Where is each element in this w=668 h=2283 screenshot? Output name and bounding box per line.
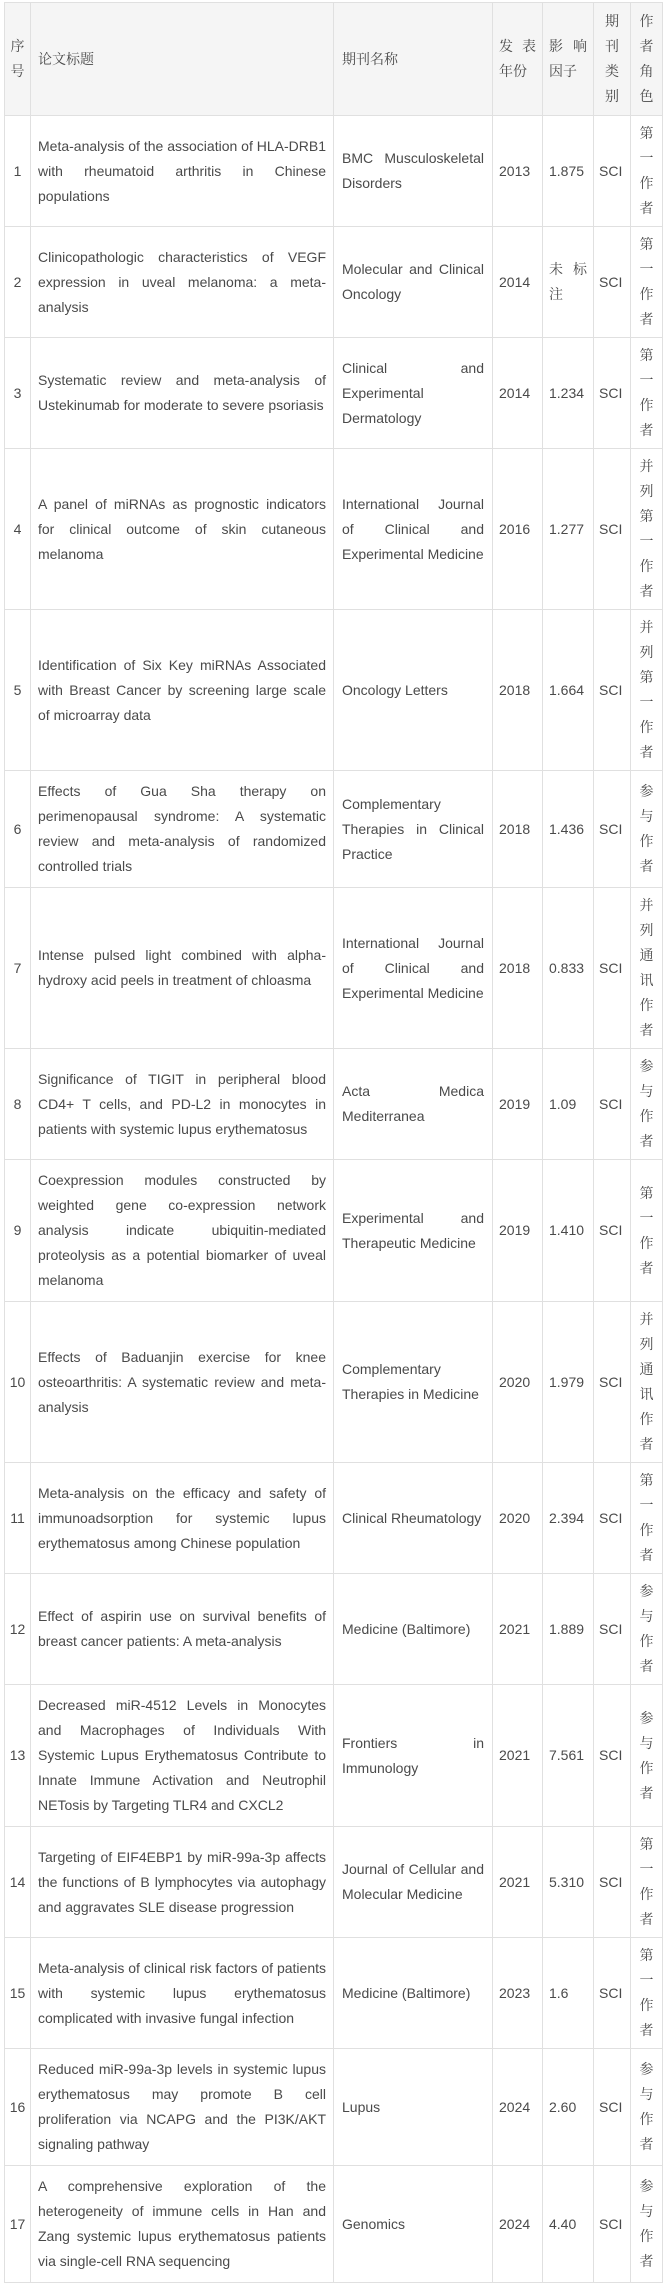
column-header-title: 论文标题: [31, 3, 334, 116]
cell-category: SCI: [594, 1160, 631, 1302]
cell-year: 2024: [493, 2049, 543, 2166]
cell-category: SCI: [594, 1302, 631, 1463]
header-row: [5, 3, 663, 116]
cell-author-role: 第一作者: [631, 1160, 663, 1302]
table-row: [5, 116, 663, 227]
cell-paper-title: Meta-analysis on the efficacy and safety of immunoadsorption for systemic lupus erythematosus among Chinese population: [31, 1463, 334, 1574]
cell-index: 6: [5, 771, 31, 888]
cell-author-role: 并列第一作者: [631, 449, 663, 610]
cell-journal-name: BMC Musculoskeletal Disorders: [334, 116, 493, 227]
cell-category: SCI: [594, 338, 631, 449]
cell-paper-title: Decreased miR-4512 Levels in Monocytes and Macrophages of Individuals With Systemic Lupus Erythematosus Contribute to Innate Immune Activation and Neutrophil NETosis by Targeting TLR4 and CXCL2: [31, 1685, 334, 1827]
table-row: [5, 1302, 663, 1463]
cell-year: 2014: [493, 338, 543, 449]
cell-index: 9: [5, 1160, 31, 1302]
table-row: [5, 1827, 663, 1938]
cell-year: 2020: [493, 1302, 543, 1463]
table-row: [5, 2166, 663, 2283]
cell-index: 7: [5, 888, 31, 1049]
table-row: [5, 449, 663, 610]
cell-index: 16: [5, 2049, 31, 2166]
cell-category: SCI: [594, 1574, 631, 1685]
cell-index: 12: [5, 1574, 31, 1685]
cell-journal-name: Journal of Cellular and Molecular Medicine: [334, 1827, 493, 1938]
cell-author-role: 第一作者: [631, 1938, 663, 2049]
table-row: [5, 888, 663, 1049]
table-row: [5, 1049, 663, 1160]
table-row: [5, 1463, 663, 1574]
cell-journal-name: Experimental and Therapeutic Medicine: [334, 1160, 493, 1302]
table-row: [5, 1160, 663, 1302]
cell-year: 2018: [493, 610, 543, 771]
cell-index: 4: [5, 449, 31, 610]
cell-author-role: 第一作者: [631, 1827, 663, 1938]
cell-impact-factor: 1.277: [543, 449, 594, 610]
cell-category: SCI: [594, 1938, 631, 2049]
cell-index: 8: [5, 1049, 31, 1160]
cell-category: SCI: [594, 116, 631, 227]
cell-index: 17: [5, 2166, 31, 2283]
cell-category: SCI: [594, 610, 631, 771]
cell-year: 2020: [493, 1463, 543, 1574]
cell-year: 2021: [493, 1827, 543, 1938]
table-row: [5, 1574, 663, 1685]
publications-table: [4, 2, 663, 2283]
cell-paper-title: Targeting of EIF4EBP1 by miR-99a-3p affects the functions of B lymphocytes via autophagy and aggravates SLE disease progression: [31, 1827, 334, 1938]
cell-impact-factor: 1.09: [543, 1049, 594, 1160]
cell-category: SCI: [594, 227, 631, 338]
table-header: [5, 3, 663, 116]
cell-paper-title: Effects of Baduanjin exercise for knee osteoarthritis: A systematic review and meta-analysis: [31, 1302, 334, 1463]
cell-impact-factor: 1.410: [543, 1160, 594, 1302]
cell-journal-name: Medicine (Baltimore): [334, 1574, 493, 1685]
cell-author-role: 第一作者: [631, 1463, 663, 1574]
cell-impact-factor: 0.833: [543, 888, 594, 1049]
cell-year: 2013: [493, 116, 543, 227]
cell-journal-name: Complementary Therapies in Medicine: [334, 1302, 493, 1463]
cell-index: 1: [5, 116, 31, 227]
cell-paper-title: Identification of Six Key miRNAs Associated with Breast Cancer by screening large scale of microarray data: [31, 610, 334, 771]
cell-journal-name: International Journal of Clinical and Experimental Medicine: [334, 449, 493, 610]
cell-impact-factor: 7.561: [543, 1685, 594, 1827]
cell-journal-name: Frontiers in Immunology: [334, 1685, 493, 1827]
table-row: [5, 610, 663, 771]
cell-impact-factor: 1.234: [543, 338, 594, 449]
cell-paper-title: Meta-analysis of clinical risk factors of patients with systemic lupus erythematosus complicated with invasive fungal infection: [31, 1938, 334, 2049]
cell-author-role: 第一作者: [631, 338, 663, 449]
cell-year: 2024: [493, 2166, 543, 2283]
column-header-category: 期刊类别: [594, 3, 631, 116]
table-row: [5, 338, 663, 449]
cell-author-role: 参与作者: [631, 2166, 663, 2283]
cell-impact-factor: 1.979: [543, 1302, 594, 1463]
cell-author-role: 参与作者: [631, 2049, 663, 2166]
cell-index: 14: [5, 1827, 31, 1938]
cell-paper-title: Meta-analysis of the association of HLA-DRB1 with rheumatoid arthritis in Chinese populations: [31, 116, 334, 227]
cell-impact-factor: 未标注: [543, 227, 594, 338]
table-row: [5, 2049, 663, 2166]
cell-category: SCI: [594, 771, 631, 888]
cell-journal-name: Clinical and Experimental Dermatology: [334, 338, 493, 449]
cell-index: 2: [5, 227, 31, 338]
cell-paper-title: Clinicopathologic characteristics of VEGF expression in uveal melanoma: a meta-analysis: [31, 227, 334, 338]
cell-paper-title: Significance of TIGIT in peripheral blood CD4+ T cells, and PD-L2 in monocytes in patients with systemic lupus erythematosus: [31, 1049, 334, 1160]
cell-category: SCI: [594, 2049, 631, 2166]
cell-index: 15: [5, 1938, 31, 2049]
cell-paper-title: Systematic review and meta-analysis of Ustekinumab for moderate to severe psoriasis: [31, 338, 334, 449]
cell-impact-factor: 1.6: [543, 1938, 594, 2049]
cell-year: 2019: [493, 1049, 543, 1160]
table-row: [5, 771, 663, 888]
cell-impact-factor: 1.436: [543, 771, 594, 888]
cell-paper-title: Effect of aspirin use on survival benefits of breast cancer patients: A meta-analysis: [31, 1574, 334, 1685]
cell-index: 10: [5, 1302, 31, 1463]
cell-paper-title: Intense pulsed light combined with alpha-hydroxy acid peels in treatment of chloasma: [31, 888, 334, 1049]
cell-year: 2016: [493, 449, 543, 610]
cell-year: 2021: [493, 1685, 543, 1827]
cell-journal-name: Genomics: [334, 2166, 493, 2283]
column-header-index: 序号: [5, 3, 31, 116]
table-row: [5, 1685, 663, 1827]
cell-journal-name: Oncology Letters: [334, 610, 493, 771]
cell-author-role: 参与作者: [631, 1049, 663, 1160]
cell-impact-factor: 4.40: [543, 2166, 594, 2283]
cell-author-role: 第一作者: [631, 227, 663, 338]
table-row: [5, 1938, 663, 2049]
cell-journal-name: Complementary Therapies in Clinical Practice: [334, 771, 493, 888]
cell-paper-title: A comprehensive exploration of the heterogeneity of immune cells in Han and Zang systemic lupus erythematosus patients via single-cell RNA sequencing: [31, 2166, 334, 2283]
cell-impact-factor: 2.60: [543, 2049, 594, 2166]
cell-impact-factor: 1.664: [543, 610, 594, 771]
cell-impact-factor: 1.889: [543, 1574, 594, 1685]
cell-category: SCI: [594, 1685, 631, 1827]
cell-author-role: 参与作者: [631, 1685, 663, 1827]
cell-paper-title: Coexpression modules constructed by weighted gene co-expression network analysis indicate ubiquitin-mediated proteolysis as a potential biomarker of uveal melanoma: [31, 1160, 334, 1302]
cell-paper-title: A panel of miRNAs as prognostic indicators for clinical outcome of skin cutaneous melanoma: [31, 449, 334, 610]
cell-impact-factor: 1.875: [543, 116, 594, 227]
cell-author-role: 参与作者: [631, 1574, 663, 1685]
cell-journal-name: Medicine (Baltimore): [334, 1938, 493, 2049]
column-header-year: 发表年份: [493, 3, 543, 116]
cell-journal-name: Acta Medica Mediterranea: [334, 1049, 493, 1160]
cell-journal-name: Lupus: [334, 2049, 493, 2166]
cell-category: SCI: [594, 2166, 631, 2283]
cell-author-role: 参与作者: [631, 771, 663, 888]
cell-paper-title: Reduced miR-99a-3p levels in systemic lupus erythematosus may promote B cell proliferation via NCAPG and the PI3K/AKT signaling pathway: [31, 2049, 334, 2166]
cell-year: 2018: [493, 888, 543, 1049]
cell-impact-factor: 5.310: [543, 1827, 594, 1938]
cell-year: 2018: [493, 771, 543, 888]
cell-journal-name: Clinical Rheumatology: [334, 1463, 493, 1574]
cell-author-role: 并列通讯作者: [631, 1302, 663, 1463]
cell-author-role: 第一作者: [631, 116, 663, 227]
cell-author-role: 并列第一作者: [631, 610, 663, 771]
table-row: [5, 227, 663, 338]
cell-year: 2023: [493, 1938, 543, 2049]
cell-index: 11: [5, 1463, 31, 1574]
cell-author-role: 并列通讯作者: [631, 888, 663, 1049]
cell-category: SCI: [594, 449, 631, 610]
cell-index: 5: [5, 610, 31, 771]
cell-paper-title: Effects of Gua Sha therapy on perimenopausal syndrome: A systematic review and meta-analysis of randomized controlled trials: [31, 771, 334, 888]
cell-category: SCI: [594, 1463, 631, 1574]
cell-index: 3: [5, 338, 31, 449]
column-header-journal: 期刊名称: [334, 3, 493, 116]
cell-category: SCI: [594, 888, 631, 1049]
cell-journal-name: Molecular and Clinical Oncology: [334, 227, 493, 338]
cell-year: 2021: [493, 1574, 543, 1685]
cell-journal-name: International Journal of Clinical and Experimental Medicine: [334, 888, 493, 1049]
cell-year: 2014: [493, 227, 543, 338]
cell-year: 2019: [493, 1160, 543, 1302]
cell-impact-factor: 2.394: [543, 1463, 594, 1574]
column-header-impact-factor: 影响因子: [543, 3, 594, 116]
cell-category: SCI: [594, 1827, 631, 1938]
table-body: [5, 116, 663, 2283]
cell-category: SCI: [594, 1049, 631, 1160]
column-header-author-role: 作者角色: [631, 3, 663, 116]
cell-index: 13: [5, 1685, 31, 1827]
